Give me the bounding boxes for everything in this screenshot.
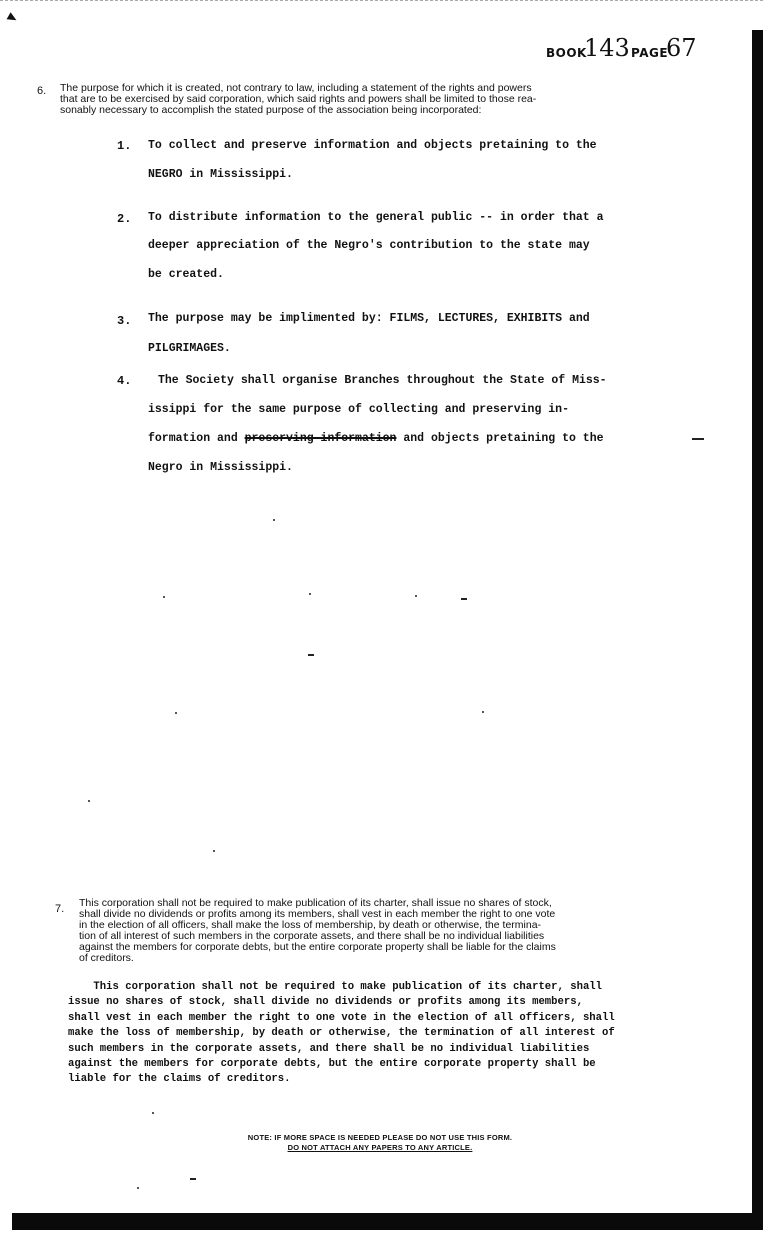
- scan-mark: [190, 1178, 196, 1180]
- item-6-line: The purpose for which it is created, not contrary to law, including a statement of the rights and powers: [60, 82, 532, 94]
- purpose-4-line: Negro in Mississippi.: [148, 461, 293, 474]
- typed-line: issue no shares of stock, shall divide no dividends or profits among its members,: [68, 996, 583, 1009]
- item-6-number: 6.: [37, 85, 47, 97]
- purpose-4-number: 4.: [117, 374, 132, 388]
- purpose-4-line: [148, 432, 604, 445]
- scan-mark: [461, 598, 467, 600]
- struck-out-text: preserving information: [244, 432, 397, 445]
- scan-speck: [88, 800, 90, 802]
- corner-arrow-mark: [7, 12, 19, 23]
- typed-line: such members in the corporate assets, and there shall be no individual liabilities: [68, 1042, 590, 1055]
- purpose-1-line: To collect and preserve information and objects pretaining to the: [148, 139, 597, 152]
- scan-mark: [308, 654, 314, 656]
- scan-speck: [175, 712, 177, 714]
- scan-speck: [415, 595, 417, 597]
- scan-speck: [273, 519, 275, 521]
- item-7-line: of creditors.: [79, 952, 134, 964]
- item-7-number: 7.: [55, 903, 65, 915]
- form-note: [170, 1133, 590, 1153]
- purpose-2-line: To distribute information to the general public -- in order that a: [148, 211, 604, 224]
- scan-speck: [309, 593, 311, 595]
- scan-speck: [163, 596, 165, 598]
- purpose-4-line-start: formation and: [148, 432, 238, 445]
- item-7-line: shall divide no dividends or profits among its members, shall vest in each member the right to one vote: [79, 908, 556, 920]
- page-number: 67: [666, 34, 697, 62]
- typed-line: This corporation shall not be required to make publication of its charter, shall: [68, 981, 603, 993]
- scan-mark: [692, 438, 704, 440]
- item-7-typed-text: [68, 980, 698, 1088]
- book-number: 143: [584, 34, 630, 62]
- item-7-line: This corporation shall not be required to make publication of its charter, shall issue no shares of stock,: [79, 897, 552, 909]
- purpose-3-line: PILGRIMAGES.: [148, 342, 231, 355]
- scan-speck: [137, 1187, 139, 1189]
- item-6-text: [60, 83, 700, 116]
- note-line-2: DO NOT ATTACH ANY PAPERS TO ANY ARTICLE.: [287, 1143, 473, 1152]
- purpose-3-number: 3.: [117, 314, 132, 328]
- purpose-2-line: deeper appreciation of the Negro's contribution to the state may: [148, 239, 590, 252]
- item-7-text: [79, 898, 699, 964]
- scan-speck: [152, 1112, 154, 1114]
- scan-top-edge: [0, 0, 763, 1]
- purpose-2-number: 2.: [117, 212, 132, 226]
- scan-speck: [482, 711, 484, 713]
- typed-line: liable for the claims of creditors.: [68, 1073, 291, 1086]
- item-7-line: tion of all interest of such members in the corporate assets, and there shall be no individual liabilities: [79, 930, 545, 942]
- item-6-line: that are to be exercised by said corporation, which said rights and powers shall be limited to those rea-: [60, 93, 537, 105]
- typed-line: shall vest in each member the right to one vote in the election of all officers, shall: [68, 1011, 615, 1024]
- typed-line: against the members for corporate debts, but the entire corporate property shall be: [68, 1058, 596, 1071]
- item-6-line: sonably necessary to accomplish the stated purpose of the association being incorporated:: [60, 104, 482, 116]
- scan-right-border: [752, 30, 763, 1230]
- purpose-4-line: issippi for the same purpose of collecting and preserving in-: [148, 403, 569, 416]
- note-line-1: NOTE: IF MORE SPACE IS NEEDED PLEASE DO NOT USE THIS FORM.: [247, 1133, 513, 1142]
- purpose-1-number: 1.: [117, 139, 132, 153]
- item-7-line: in the election of all officers, shall make the loss of membership, by death or otherwise, the termina-: [79, 919, 542, 931]
- book-label: BOOK: [546, 46, 587, 60]
- purpose-4-line-end: and objects pretaining to the: [403, 432, 604, 445]
- item-7-line: against the members for corporate debts, but the entire corporate property shall be liable for the claims: [79, 941, 556, 953]
- page-label: PAGE: [631, 46, 669, 60]
- book-page-reference: [546, 34, 706, 66]
- scan-speck: [213, 850, 215, 852]
- purpose-1-line: NEGRO in Mississippi.: [148, 168, 293, 181]
- purpose-4-line: The Society shall organise Branches throughout the State of Miss-: [158, 374, 607, 387]
- purpose-2-line: be created.: [148, 268, 224, 281]
- typed-line: make the loss of membership, by death or otherwise, the termination of all interest of: [68, 1027, 615, 1040]
- purpose-3-line: The purpose may be implimented by: FILMS, LECTURES, EXHIBITS and: [148, 312, 590, 325]
- scan-bottom-border: [12, 1213, 763, 1230]
